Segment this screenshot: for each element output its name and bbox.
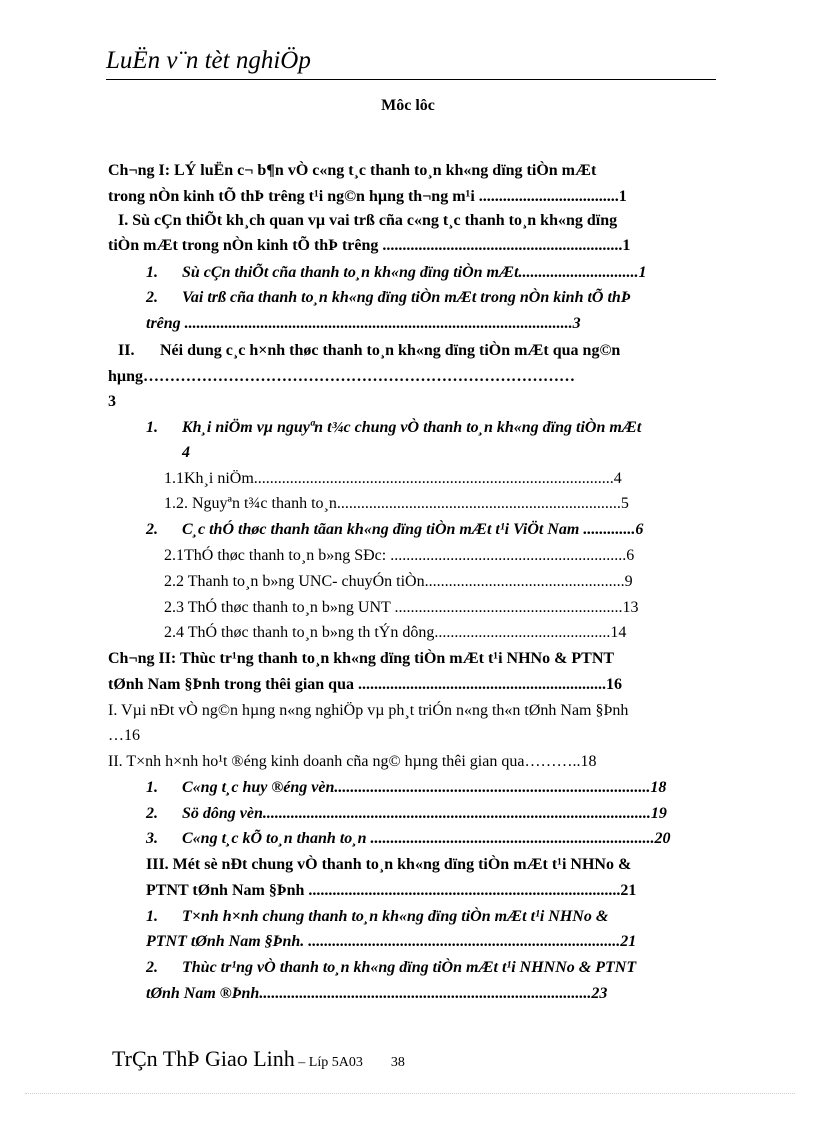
toc-line-number: 1. xyxy=(146,264,158,281)
toc-line-number: 1. xyxy=(146,419,158,436)
page-footer xyxy=(112,1048,405,1070)
toc-line: Kh¸i niÖm vµ nguyªn t¾c chung vÒ thanh to¸n kh«ng dïng tiÒn mÆt xyxy=(182,419,642,436)
toc-line: Ch¬ng I: LÝ luËn c¬ b¶n vÒ c«ng t¸c thanh to¸n kh«ng dïng tiÒn mÆt xyxy=(108,162,597,179)
toc-line-number: II. xyxy=(118,342,135,359)
toc-line: tØnh Nam §Þnh trong thêi gian qua ..............................................................16 xyxy=(108,676,622,693)
toc-line-number: 2. xyxy=(146,521,158,538)
class-label: – Líp 5A03 xyxy=(294,1055,363,1070)
toc-line: II. T×nh h×nh ho¹t ®éng kinh doanh cña ng© hµng thêi gian qua………..18 xyxy=(108,753,597,770)
toc-line: 1.1Kh¸i niÖm..........................................................................................4 xyxy=(164,470,622,487)
toc-line-number: 2. xyxy=(146,805,158,822)
toc-line: trong nÒn kinh tÕ thÞ trêng t¹i ng©n hµng th¬ng m¹i ...................................1 xyxy=(108,188,627,205)
toc-line: hµng……………………………………………………………………… xyxy=(108,368,576,385)
toc-line: 1.2. Nguyªn t¾c thanh to¸n.......................................................................5 xyxy=(164,495,629,512)
toc-line: 2.1ThÓ thøc thanh to¸n b»ng SÐc: ...........................................................6 xyxy=(164,547,635,564)
toc-line: III. Mét sè nÐt chung vÒ thanh to¸n kh«ng dïng tiÒn mÆt t¹i NHNo & xyxy=(146,856,632,873)
toc-line-page: 4 xyxy=(182,444,190,461)
toc-line: Vai trß cña thanh to¸n kh«ng dïng tiÒn mÆt trong nÒn kinh tÕ thÞ xyxy=(182,289,631,306)
toc-line: 2.2 Thanh to¸n b»ng UNC- chuyÓn tiÒn..................................................9 xyxy=(164,573,633,590)
toc-line: Thùc tr¹ng vÒ thanh to¸n kh«ng dïng tiÒn mÆt t¹i NHNNo & PTNT xyxy=(182,959,637,976)
toc-line: I. Vµi nÐt vÒ ng©n hµng n«ng nghiÖp vµ ph¸t triÓn n«ng th«n tØnh Nam §Þnh xyxy=(108,702,629,719)
toc-line-number: 2. xyxy=(146,289,158,306)
toc-line: C«ng t¸c kÕ to¸n thanh to¸n .......................................................................20 xyxy=(182,830,671,847)
toc-line: C«ng t¸c huy ®éng vèn...............................................................................18 xyxy=(182,779,667,796)
toc-line: tiÒn mÆt trong nÒn kinh tÕ thÞ trêng ............................................................1 xyxy=(108,237,631,254)
toc-line: T×nh h×nh chung thanh to¸n kh«ng dïng tiÒn mÆt t¹i NHNo & xyxy=(182,908,609,925)
toc-line-number: 3. xyxy=(146,830,158,847)
toc-line: C¸c thÓ thøc thanh tãan kh«ng dïng tiÒn mÆt t¹i ViÖt Nam .............6 xyxy=(182,521,644,538)
running-header-title: LuËn v¨n tèt nghiÖp xyxy=(106,47,311,74)
toc-line: 2.4 ThÓ thøc thanh to¸n b»ng th tÝn dông............................................14 xyxy=(164,624,627,641)
header-rule xyxy=(106,79,716,80)
bottom-divider xyxy=(25,1093,795,1094)
toc-line: Ch¬ng II: Thùc tr¹ng thanh to¸n kh«ng dïng tiÒn mÆt t¹i NHNo & PTNT xyxy=(108,650,615,667)
toc-line: 2.3 ThÓ thøc thanh to¸n b»ng UNT .........................................................13 xyxy=(164,599,639,616)
toc-line-page: 3 xyxy=(108,393,116,410)
toc-line: Sù cÇn thiÕt cña thanh to¸n kh«ng dïng tiÒn mÆt..............................1 xyxy=(182,264,647,281)
toc-line-number: 1. xyxy=(146,908,158,925)
toc-line: I. Sù cÇn thiÕt kh¸ch quan vµ vai trß cña c«ng t¸c thanh to¸n kh«ng dïng xyxy=(118,212,618,229)
toc-line-number: 1. xyxy=(146,779,158,796)
toc-line: trêng .................................................................................................3 xyxy=(146,315,581,332)
page-number: 38 xyxy=(390,1055,405,1070)
toc-title: Môc lôc xyxy=(381,97,435,114)
toc-line: PTNT tØnh Nam §Þnh. ..............................................................................21 xyxy=(146,933,637,950)
toc-line: Sö dông vèn.................................................................................................19 xyxy=(182,805,667,822)
toc-line: …16 xyxy=(108,727,140,744)
toc-line: PTNT tØnh Nam §Þnh ..............................................................................21 xyxy=(146,882,637,899)
toc-line-number: 2. xyxy=(146,959,158,976)
author-name: TrÇn ThÞ Giao Linh xyxy=(112,1046,295,1071)
toc-line: Néi dung c¸c h×nh thøc thanh to¸n kh«ng dïng tiÒn mÆt qua ng©n xyxy=(160,342,621,359)
toc-line: tØnh Nam ®Þnh...................................................................................23 xyxy=(146,985,608,1002)
